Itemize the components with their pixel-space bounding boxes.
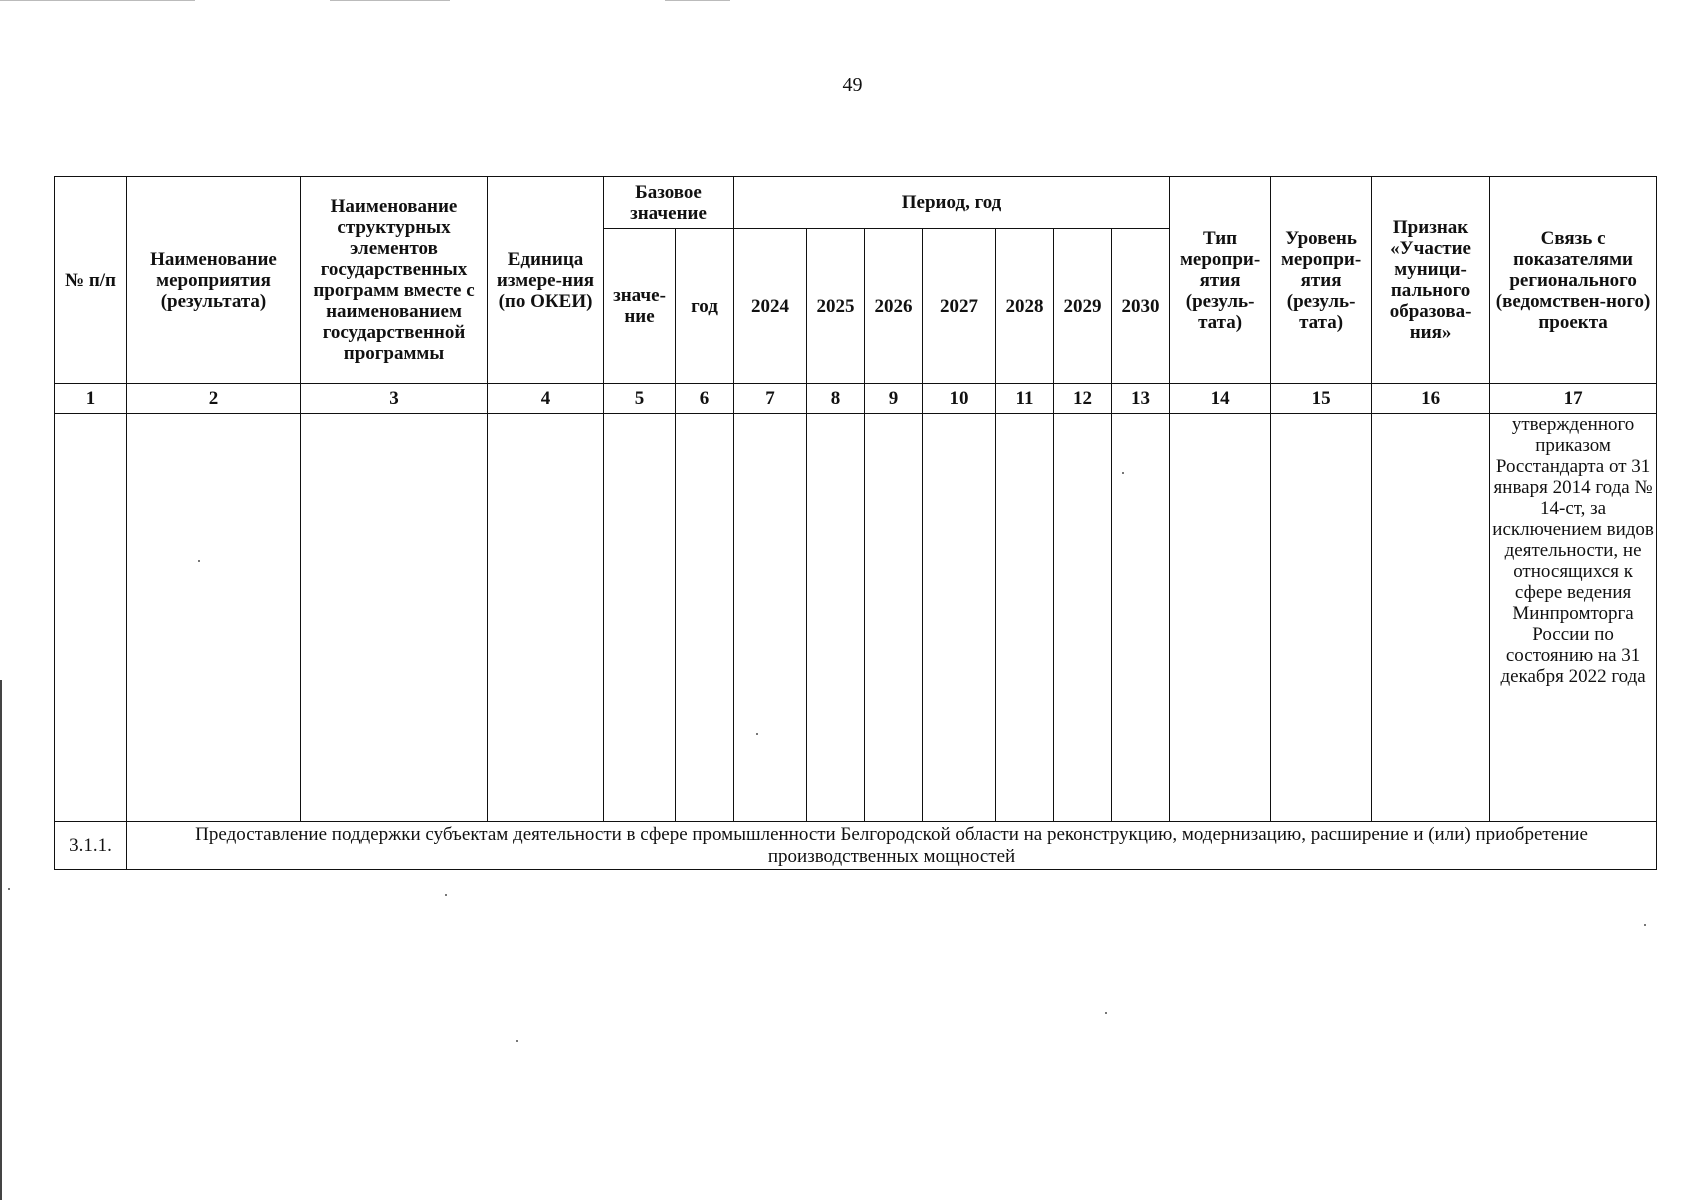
scan-speck	[8, 888, 10, 890]
header-level: Уровень меропри-ятия (резуль-тата)	[1271, 177, 1372, 384]
empty-cell	[1112, 414, 1170, 822]
scan-edge-mark	[0, 680, 2, 1200]
header-name: Наименование мероприятия (результата)	[127, 177, 301, 384]
scan-artifact-line	[0, 0, 195, 1]
column-number: 2	[127, 384, 301, 414]
empty-cell	[488, 414, 604, 822]
empty-cell	[127, 414, 301, 822]
column-number: 14	[1170, 384, 1271, 414]
column-number-row	[55, 384, 1657, 414]
scan-artifact-line	[330, 0, 450, 1]
empty-cell	[865, 414, 923, 822]
empty-cell	[734, 414, 807, 822]
subsection-row	[55, 822, 1657, 870]
column-number: 11	[996, 384, 1054, 414]
header-base-year: год	[676, 229, 734, 384]
header-unit: Единица измере-ния (по ОКЕИ)	[488, 177, 604, 384]
header-year: 2029	[1054, 229, 1112, 384]
column-number: 16	[1372, 384, 1490, 414]
column-number: 6	[676, 384, 734, 414]
empty-cell	[1170, 414, 1271, 822]
column-number: 3	[301, 384, 488, 414]
column-number: 5	[604, 384, 676, 414]
page-number: 49	[842, 74, 863, 96]
scan-speck	[445, 894, 447, 896]
header-base: Базовое значение	[604, 177, 734, 229]
header-year: 2028	[996, 229, 1054, 384]
header-row-1	[55, 177, 1657, 229]
scan-speck	[1644, 924, 1646, 926]
header-type: Тип меропри-ятия (резуль-тата)	[1170, 177, 1271, 384]
empty-cell	[604, 414, 676, 822]
column-number: 13	[1112, 384, 1170, 414]
column-number: 17	[1490, 384, 1657, 414]
empty-cell	[55, 414, 127, 822]
scan-speck	[1105, 1012, 1107, 1014]
column-number: 12	[1054, 384, 1112, 414]
empty-cell	[923, 414, 996, 822]
subsection-title: Предоставление поддержки субъектам деятельности в сфере промышленности Белгородской области на реконструкцию, модернизацию, расширение и (или) приобретение производственных мощностей	[127, 822, 1657, 870]
scan-speck	[756, 733, 758, 735]
table-row	[55, 414, 1657, 822]
empty-cell	[301, 414, 488, 822]
scan-artifact-line	[665, 0, 730, 1]
empty-cell	[676, 414, 734, 822]
header-period: Период, год	[734, 177, 1170, 229]
header-link: Связь с показателями регионального (ведомствен-ного) проекта	[1490, 177, 1657, 384]
column-number: 9	[865, 384, 923, 414]
column-number: 10	[923, 384, 996, 414]
column-number: 8	[807, 384, 865, 414]
scan-speck	[516, 1040, 518, 1042]
scan-speck	[1122, 472, 1124, 474]
header-structural: Наименование структурных элементов государственных программ вместе с наименованием государственной программы	[301, 177, 488, 384]
header-year: 2025	[807, 229, 865, 384]
header-sign: Признак «Участие муници-пального образова-ния»	[1372, 177, 1490, 384]
measures-table	[54, 176, 1657, 870]
scan-speck	[198, 560, 200, 562]
column-number: 7	[734, 384, 807, 414]
empty-cell	[1271, 414, 1372, 822]
header-year: 2026	[865, 229, 923, 384]
empty-cell	[807, 414, 865, 822]
header-num: № п/п	[55, 177, 127, 384]
header-base-value: значе-ние	[604, 229, 676, 384]
empty-cell	[1372, 414, 1490, 822]
column-number: 15	[1271, 384, 1372, 414]
column-number: 1	[55, 384, 127, 414]
header-year: 2024	[734, 229, 807, 384]
header-year: 2027	[923, 229, 996, 384]
empty-cell	[1054, 414, 1112, 822]
subsection-number: 3.1.1.	[55, 822, 127, 870]
empty-cell	[996, 414, 1054, 822]
column-number: 4	[488, 384, 604, 414]
link-continuation-text: утвержденного приказом Росстандарта от 31 января 2014 года № 14-ст, за исключением видов деятельности, не относящихся к сфере ведения Минпромторга России по состоянию на 31 декабря 2022 года	[1490, 414, 1657, 822]
header-year: 2030	[1112, 229, 1170, 384]
